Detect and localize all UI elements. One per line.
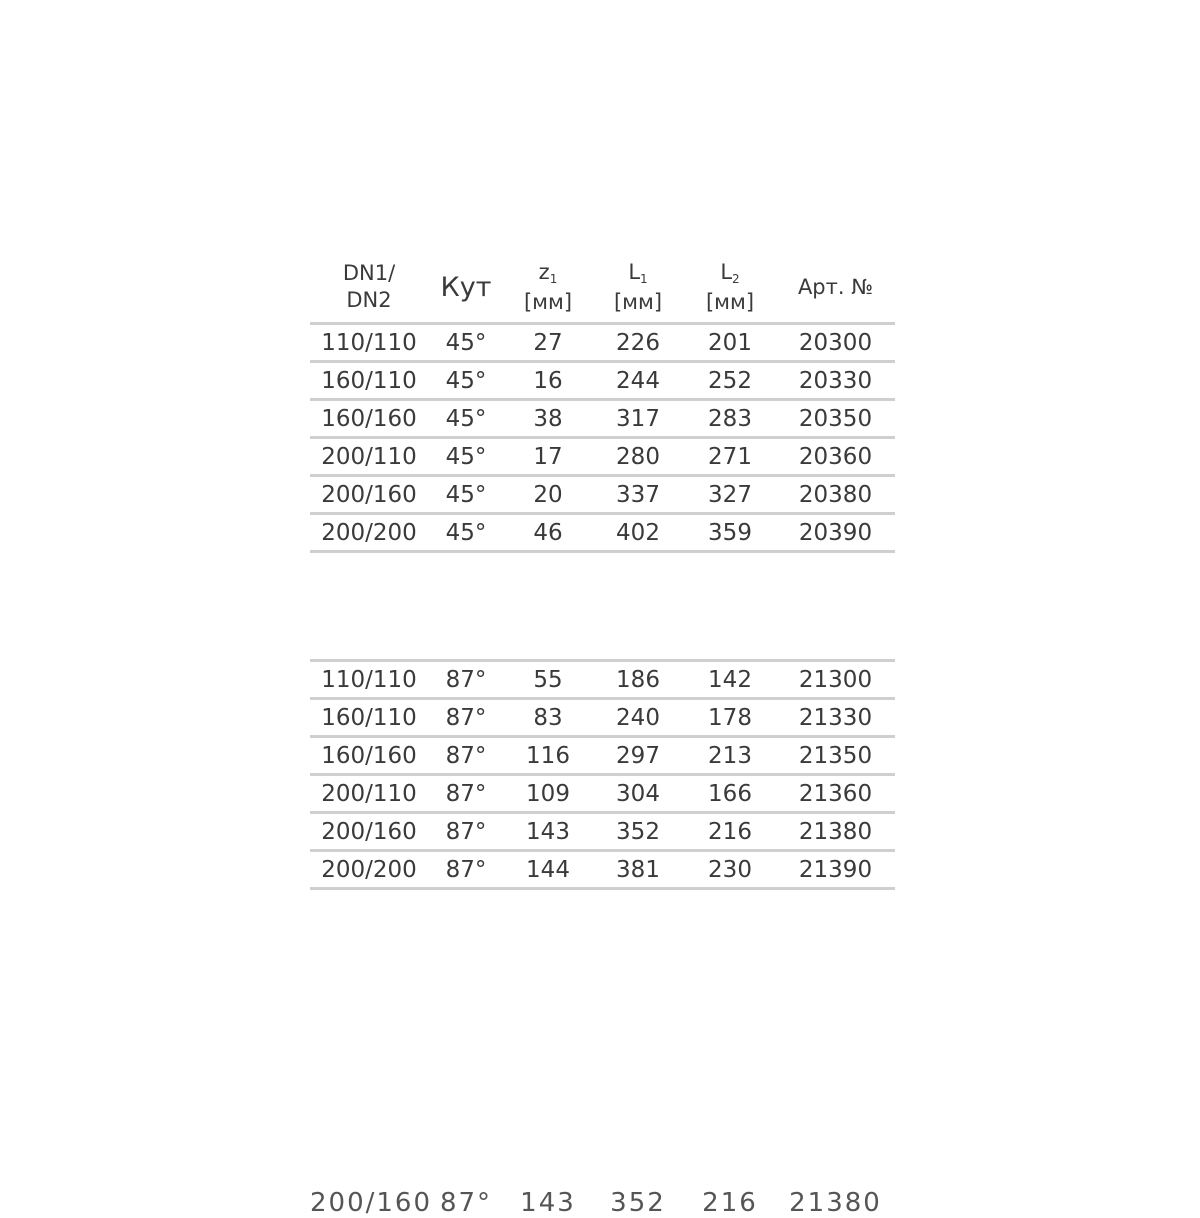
cell-angle: 87° [428, 851, 504, 889]
cell-l1: 240 [592, 699, 684, 737]
table-row [310, 362, 895, 400]
table-row [310, 813, 895, 851]
cell-dn: 200/110 [310, 438, 428, 476]
cell-l1: 317 [592, 400, 684, 438]
table-row [310, 400, 895, 438]
cell-art: 20390 [776, 514, 895, 552]
cell-l1: 297 [592, 737, 684, 775]
header-art: Арт. № [776, 252, 895, 324]
cell-l1: 226 [592, 324, 684, 362]
cell-art: 20330 [776, 362, 895, 400]
cell-z1: 109 [504, 775, 592, 813]
cell-dn: 160/110 [310, 699, 428, 737]
cell-z1: 116 [504, 737, 592, 775]
cutoff-cell-z1: 143 [520, 1188, 576, 1218]
cell-l2: 252 [684, 362, 776, 400]
cutoff-cell-l1: 352 [610, 1188, 666, 1218]
cutoff-row [310, 1188, 895, 1218]
cell-z1: 46 [504, 514, 592, 552]
cell-z1: 144 [504, 851, 592, 889]
cell-z1: 143 [504, 813, 592, 851]
cell-dn: 200/200 [310, 514, 428, 552]
header-z1: z1 [мм] [504, 252, 592, 324]
header-l2: L2 [мм] [684, 252, 776, 324]
cell-l2: 178 [684, 699, 776, 737]
cell-z1: 27 [504, 324, 592, 362]
cell-angle: 45° [428, 476, 504, 514]
cell-l2: 166 [684, 775, 776, 813]
cell-angle: 87° [428, 737, 504, 775]
cell-dn: 200/160 [310, 476, 428, 514]
cell-z1: 83 [504, 699, 592, 737]
cell-l1: 186 [592, 661, 684, 699]
cell-art: 21330 [776, 699, 895, 737]
cell-z1: 38 [504, 400, 592, 438]
cell-dn: 200/200 [310, 851, 428, 889]
table-row [310, 514, 895, 552]
cell-angle: 87° [428, 661, 504, 699]
table-row [310, 699, 895, 737]
header-l1: L1 [мм] [592, 252, 684, 324]
cutoff-cell-art: 21380 [789, 1188, 882, 1218]
cell-l2: 216 [684, 813, 776, 851]
cell-l2: 213 [684, 737, 776, 775]
cutoff-cell-l2: 216 [702, 1188, 758, 1218]
cell-dn: 110/110 [310, 324, 428, 362]
header-angle: Кут [428, 252, 504, 324]
table-row [310, 438, 895, 476]
cell-angle: 87° [428, 813, 504, 851]
cell-l2: 283 [684, 400, 776, 438]
cell-l1: 352 [592, 813, 684, 851]
cell-angle: 45° [428, 438, 504, 476]
cell-l1: 381 [592, 851, 684, 889]
cell-l1: 337 [592, 476, 684, 514]
table-row [310, 851, 895, 889]
table-row [310, 775, 895, 813]
table-row [310, 661, 895, 699]
cell-l2: 142 [684, 661, 776, 699]
cutoff-cell-angle: 87° [439, 1188, 493, 1218]
cell-l1: 280 [592, 438, 684, 476]
cell-art: 20300 [776, 324, 895, 362]
cell-z1: 16 [504, 362, 592, 400]
table-header-row [310, 252, 895, 324]
cell-art: 21380 [776, 813, 895, 851]
table-row [310, 737, 895, 775]
cell-dn: 160/160 [310, 737, 428, 775]
table-row [310, 324, 895, 362]
cell-art: 20380 [776, 476, 895, 514]
cell-z1: 55 [504, 661, 592, 699]
cell-dn: 200/110 [310, 775, 428, 813]
cell-angle: 45° [428, 514, 504, 552]
cell-dn: 160/160 [310, 400, 428, 438]
cell-l2: 271 [684, 438, 776, 476]
cell-z1: 20 [504, 476, 592, 514]
cell-dn: 110/110 [310, 661, 428, 699]
cell-l1: 402 [592, 514, 684, 552]
cutoff-cell-dn: 200/160 [310, 1188, 433, 1218]
cell-angle: 87° [428, 699, 504, 737]
cell-angle: 45° [428, 362, 504, 400]
cell-z1: 17 [504, 438, 592, 476]
header-dn: DN1/ DN2 [310, 252, 428, 324]
cell-art: 20350 [776, 400, 895, 438]
cell-art: 21360 [776, 775, 895, 813]
cell-l1: 304 [592, 775, 684, 813]
cell-art: 21300 [776, 661, 895, 699]
cell-l1: 244 [592, 362, 684, 400]
cell-art: 21390 [776, 851, 895, 889]
cell-l2: 359 [684, 514, 776, 552]
cell-l2: 201 [684, 324, 776, 362]
cell-angle: 45° [428, 324, 504, 362]
cell-angle: 87° [428, 775, 504, 813]
cell-dn: 160/110 [310, 362, 428, 400]
cell-l2: 327 [684, 476, 776, 514]
cell-art: 21350 [776, 737, 895, 775]
spec-table-45 [310, 252, 895, 553]
spec-table-87 [310, 659, 895, 890]
table-row [310, 476, 895, 514]
cell-l2: 230 [684, 851, 776, 889]
cell-angle: 45° [428, 400, 504, 438]
cell-art: 20360 [776, 438, 895, 476]
cell-dn: 200/160 [310, 813, 428, 851]
